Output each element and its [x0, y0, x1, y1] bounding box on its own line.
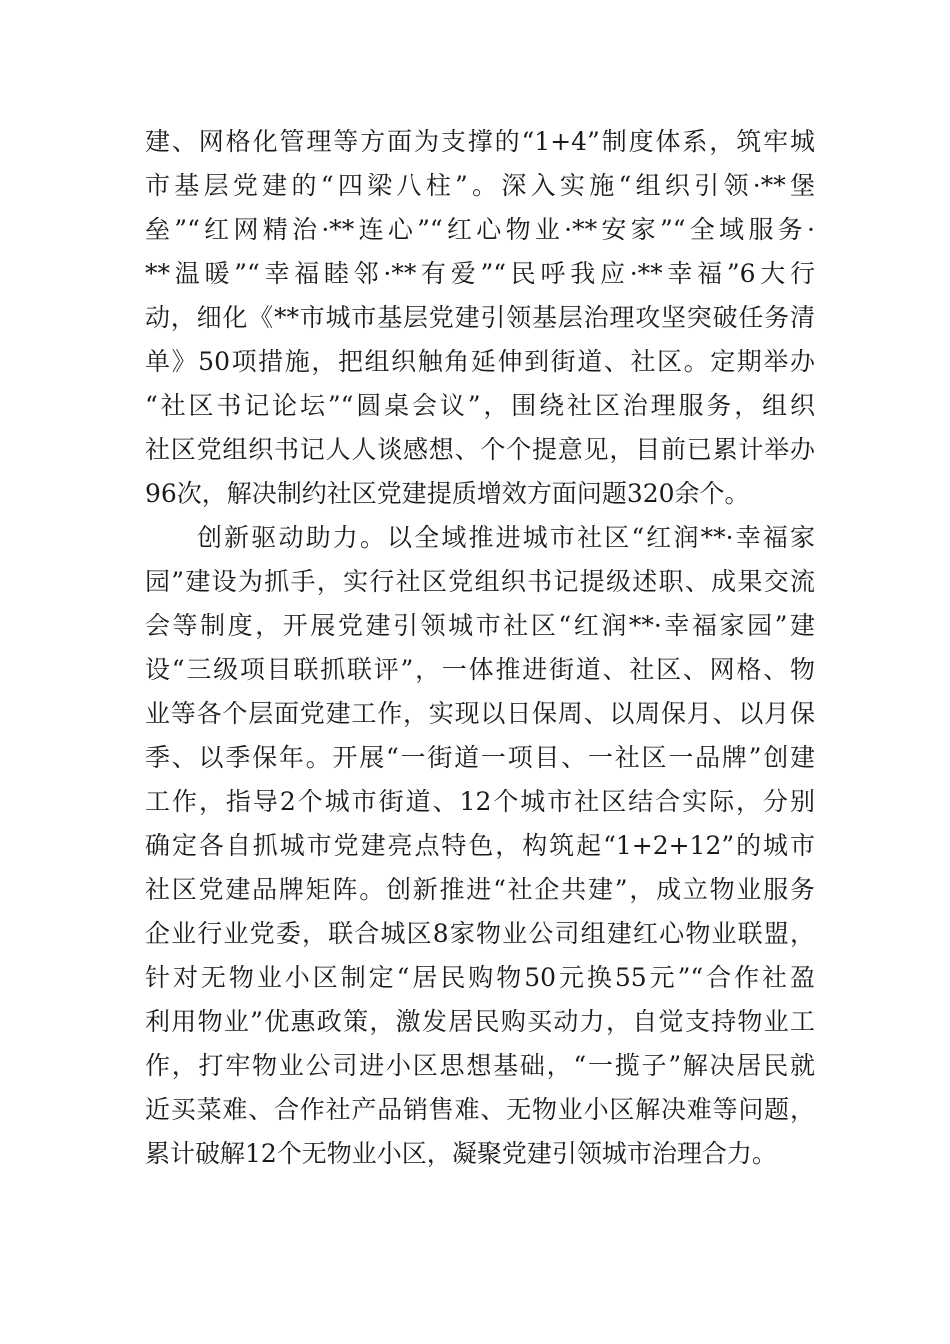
- text-line: 社区党建品牌矩阵。创新推进“社企共建”，成立物业服务: [145, 875, 815, 904]
- text-line: 确定各自抓城市党建亮点特色，构筑起“1+2+12”的城市: [145, 831, 815, 860]
- text-line: 社区党组织书记人人谈感想、个个提意见，目前已累计举办: [145, 435, 815, 464]
- text-line: “社区书记论坛”“圆桌会议”，围绕社区治理服务，组织: [145, 391, 815, 420]
- text-line: 企业行业党委，联合城区8家物业公司组建红心物业联盟，: [145, 919, 815, 948]
- text-line: 市基层党建的“四梁八柱”。深入实施“组织引领·**堡: [145, 171, 815, 200]
- text-line: 利用物业”优惠政策，激发居民购买动力，自觉支持物业工: [145, 1007, 815, 1036]
- text-line: 单》50项措施，把组织触角延伸到街道、社区。定期举办: [145, 347, 815, 376]
- text-line: **温暖”“幸福睦邻·**有爱”“民呼我应·**幸福”6大行: [145, 259, 815, 288]
- text-line: 动，细化《**市城市基层党建引领基层治理攻坚突破任务清: [145, 303, 815, 332]
- document-body: [145, 120, 815, 1176]
- text-line: 建、网格化管理等方面为支撑的“1+4”制度体系，筑牢城: [145, 127, 815, 156]
- text-line: 会等制度，开展党建引领城市社区“红润**·幸福家园”建: [145, 611, 815, 640]
- text-line: 针对无物业小区制定“居民购物50元换55元”“合作社盈: [145, 963, 815, 992]
- text-line: 作，打牢物业公司进小区思想基础，“一揽子”解决居民就: [145, 1051, 815, 1080]
- text-line: 园”建设为抓手，实行社区党组织书记提级述职、成果交流: [145, 567, 815, 596]
- paragraph-2: [145, 516, 815, 1176]
- text-line: 垒”“红网精治·**连心”“红心物业·**安家”“全域服务·: [145, 215, 815, 244]
- text-line: 近买菜难、合作社产品销售难、无物业小区解决难等问题，: [145, 1095, 815, 1124]
- text-line: 96次，解决制约社区党建提质增效方面问题320余个。: [145, 479, 750, 508]
- text-line: 工作，指导2个城市街道、12个城市社区结合实际，分别: [145, 787, 815, 816]
- text-line: 业等各个层面党建工作，实现以日保周、以周保月、以月保: [145, 699, 815, 728]
- text-line: 创新驱动助力。以全域推进城市社区“红润**·幸福家: [197, 523, 815, 552]
- text-line: 累计破解12个无物业小区，凝聚党建引领城市治理合力。: [145, 1139, 777, 1168]
- text-line: 设“三级项目联抓联评”，一体推进街道、社区、网格、物: [145, 655, 815, 684]
- text-line: 季、以季保年。开展“一街道一项目、一社区一品牌”创建: [145, 743, 815, 772]
- paragraph-1: [145, 120, 815, 516]
